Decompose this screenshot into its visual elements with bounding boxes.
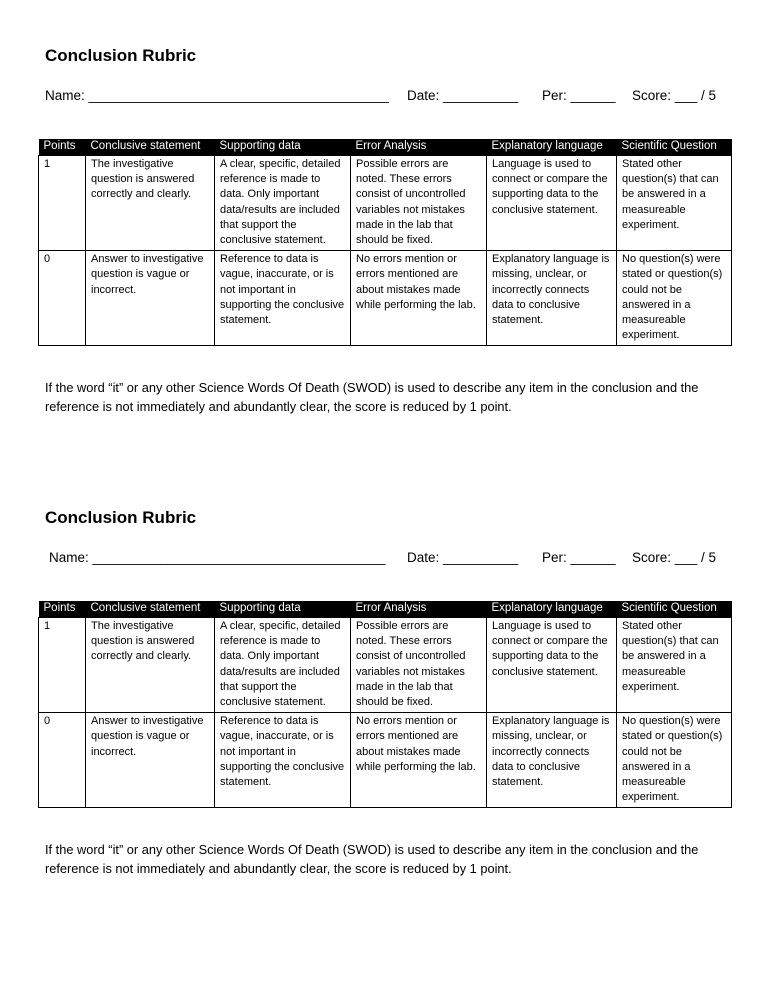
swod-note: If the word “it” or any other Science Words Of Death (SWOD) is used to describe any item in the conclusion and the reference is not immediately and abundantly clear, the score is reduced by 1 point. — [45, 380, 699, 414]
scientific-question-cell: No question(s) were stated or question(s) could not be answered in a measureable experiment. — [617, 713, 732, 808]
header-points: Points — [39, 601, 86, 618]
table-row — [39, 713, 732, 808]
swod-note: If the word “it” or any other Science Words Of Death (SWOD) is used to describe any item in the conclusion and the reference is not immediately and abundantly clear, the score is reduced by 1 point. — [45, 842, 699, 876]
header-supporting-data: Supporting data — [215, 601, 351, 618]
points-cell: 0 — [39, 251, 86, 346]
scientific-question-cell: No question(s) were stated or question(s) could not be answered in a measureable experiment. — [617, 251, 732, 346]
table-header-row — [39, 139, 732, 156]
scientific-question-cell: Stated other question(s) that can be answered in a measureable experiment. — [617, 156, 732, 251]
header-explanatory-language: Explanatory language — [487, 601, 617, 618]
header-explanatory-language: Explanatory language — [487, 139, 617, 156]
explanatory-language-cell: Explanatory language is missing, unclear, or incorrectly connects data to conclusive statement. — [487, 251, 617, 346]
rubric-title: Conclusion Rubric — [45, 508, 197, 527]
conclusive-statement-cell: Answer to investigative question is vague or incorrect. — [86, 251, 215, 346]
header-supporting-data: Supporting data — [215, 139, 351, 156]
conclusive-statement-cell: Answer to investigative question is vague or incorrect. — [86, 713, 215, 808]
period-field: Per: ______ — [542, 88, 616, 103]
score-field: Score: ___ / 5 — [632, 550, 717, 565]
header-scientific-question: Scientific Question — [617, 601, 732, 618]
table-row — [39, 618, 732, 713]
date-field: Date: __________ — [407, 550, 519, 565]
rubric-title: Conclusion Rubric — [45, 46, 197, 65]
header-conclusive-statement: Conclusive statement — [86, 601, 215, 618]
name-field: Name: _______________________________________ — [49, 550, 386, 565]
rubric-table — [38, 139, 732, 346]
table-row — [39, 156, 732, 251]
error-analysis-cell: No errors mention or errors mentioned are about mistakes made while performing the lab. — [351, 251, 487, 346]
error-analysis-cell: Possible errors are noted. These errors consist of uncontrolled variables not mistakes made in the lab that should be fixed. — [351, 156, 487, 251]
supporting-data-cell: Reference to data is vague, inaccurate, or is not important in supporting the conclusive statement. — [215, 713, 351, 808]
error-analysis-cell: No errors mention or errors mentioned are about mistakes made while performing the lab. — [351, 713, 487, 808]
error-analysis-cell: Possible errors are noted. These errors consist of uncontrolled variables not mistakes made in the lab that should be fixed. — [351, 618, 487, 713]
points-cell: 1 — [39, 618, 86, 713]
rubric-table — [38, 601, 732, 808]
student-info-line — [45, 88, 735, 106]
conclusive-statement-cell: The investigative question is answered correctly and clearly. — [86, 618, 215, 713]
supporting-data-cell: A clear, specific, detailed reference is made to data. Only important data/results are included that support the conclusive statement. — [215, 618, 351, 713]
table-row — [39, 251, 732, 346]
points-cell: 1 — [39, 156, 86, 251]
header-error-analysis: Error Analysis — [351, 601, 487, 618]
explanatory-language-cell: Language is used to connect or compare the supporting data to the conclusive statement. — [487, 618, 617, 713]
supporting-data-cell: Reference to data is vague, inaccurate, or is not important in supporting the conclusive statement. — [215, 251, 351, 346]
student-info-line — [49, 550, 739, 568]
period-field: Per: ______ — [542, 550, 616, 565]
supporting-data-cell: A clear, specific, detailed reference is made to data. Only important data/results are included that support the conclusive statement. — [215, 156, 351, 251]
table-header-row — [39, 601, 732, 618]
conclusive-statement-cell: The investigative question is answered correctly and clearly. — [86, 156, 215, 251]
header-conclusive-statement: Conclusive statement — [86, 139, 215, 156]
header-scientific-question: Scientific Question — [617, 139, 732, 156]
explanatory-language-cell: Language is used to connect or compare the supporting data to the conclusive statement. — [487, 156, 617, 251]
header-error-analysis: Error Analysis — [351, 139, 487, 156]
header-points: Points — [39, 139, 86, 156]
date-field: Date: __________ — [407, 88, 519, 103]
points-cell: 0 — [39, 713, 86, 808]
name-field: Name: ________________________________________ — [45, 88, 389, 103]
scientific-question-cell: Stated other question(s) that can be answered in a measureable experiment. — [617, 618, 732, 713]
score-field: Score: ___ / 5 — [632, 88, 717, 103]
explanatory-language-cell: Explanatory language is missing, unclear, or incorrectly connects data to conclusive statement. — [487, 713, 617, 808]
